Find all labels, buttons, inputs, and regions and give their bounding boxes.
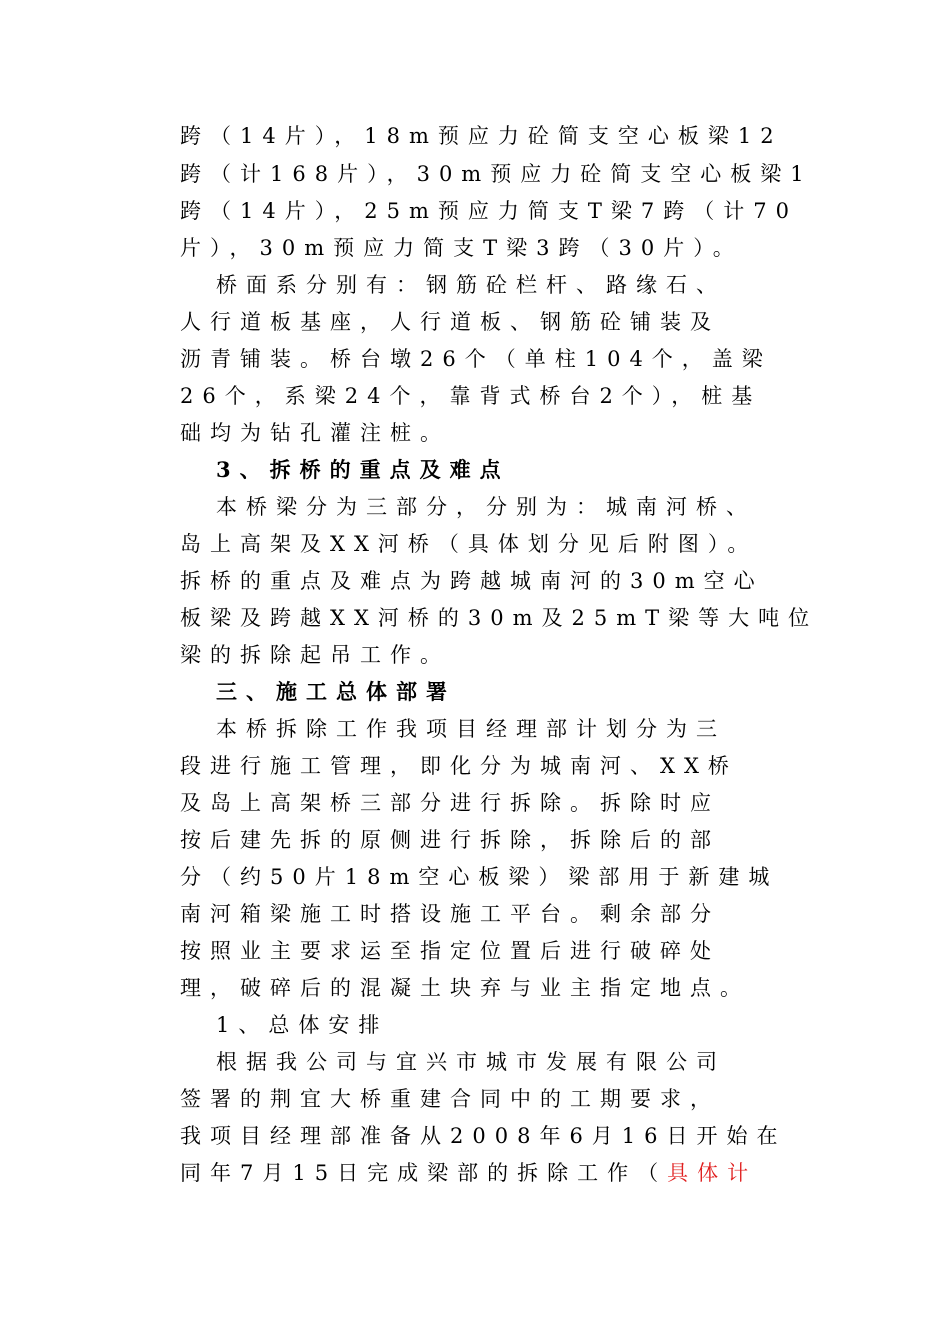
paragraph-first-line: 根据我公司与宜兴市城市发展有限公司 <box>216 1050 726 1074</box>
text-line: 签署的荆宜大桥重建合同中的工期要求， <box>180 1087 720 1111</box>
text-line: 人行道板基座，人行道板、钢筋砼铺装及 <box>180 310 720 334</box>
section-heading: 三、施工总体部署 <box>216 679 456 704</box>
text-line: 南河箱梁施工时搭设施工平台。剩余部分 <box>180 902 720 926</box>
highlighted-text: 具体计 <box>667 1161 758 1185</box>
text-line: 沥青铺装。桥台墩26个（单柱104个，盖梁 <box>180 347 772 371</box>
text-line-last <box>180 1158 792 1188</box>
text-line: 梁的拆除起吊工作。 <box>180 643 450 667</box>
text-line: 按后建先拆的原侧进行拆除，拆除后的部 <box>180 828 720 852</box>
paragraph-first-line: 本桥梁分为三部分，分别为：城南河桥、 <box>216 495 756 519</box>
text-line: 段进行施工管理，即化分为城南河、XX桥 <box>180 754 738 778</box>
text-line: 片），30m预应力简支T梁3跨（30片）。 <box>180 236 743 260</box>
text-line: 分（约50片18m空心板梁）梁部用于新建城 <box>180 865 779 889</box>
text-line: 26个，系梁24个，靠背式桥台2个），桩基 <box>180 384 762 408</box>
text-line: 理，破碎后的混凝土块弃与业主指定地点。 <box>180 976 750 1000</box>
paragraph-first-line: 桥面系分别有：钢筋砼栏杆、路缘石、 <box>216 273 726 297</box>
text-line: 按照业主要求运至指定位置后进行破碎处 <box>180 939 720 963</box>
text-line: 跨（14片），25m预应力简支T梁7跨（计70 <box>180 199 798 223</box>
text-line: 跨（计168片），30m预应力砼简支空心板梁1 <box>180 162 813 186</box>
text-line: 板梁及跨越XX河桥的30m及25mT梁等大吨位 <box>180 606 819 630</box>
text-line: 跨（14片），18m预应力砼简支空心板梁12 <box>180 124 783 148</box>
text-line: 拆桥的重点及难点为跨越城南河的30m空心 <box>180 569 764 593</box>
section-heading: 3、拆桥的重点及难点 <box>216 457 510 482</box>
text-line: 础均为钻孔灌注桩。 <box>180 421 450 445</box>
paragraph-first-line: 本桥拆除工作我项目经理部计划分为三 <box>216 717 726 741</box>
text-segment: 同年7月15日完成梁部的拆除工作（ <box>180 1161 668 1185</box>
text-line: 岛上高架及XX河桥（具体划分见后附图）。 <box>180 532 758 556</box>
text-line: 我项目经理部准备从2008年6月16日开始在 <box>180 1124 787 1148</box>
text-line: 及岛上高架桥三部分进行拆除。拆除时应 <box>180 791 720 815</box>
subsection-heading: 1、总体安排 <box>216 1013 389 1037</box>
